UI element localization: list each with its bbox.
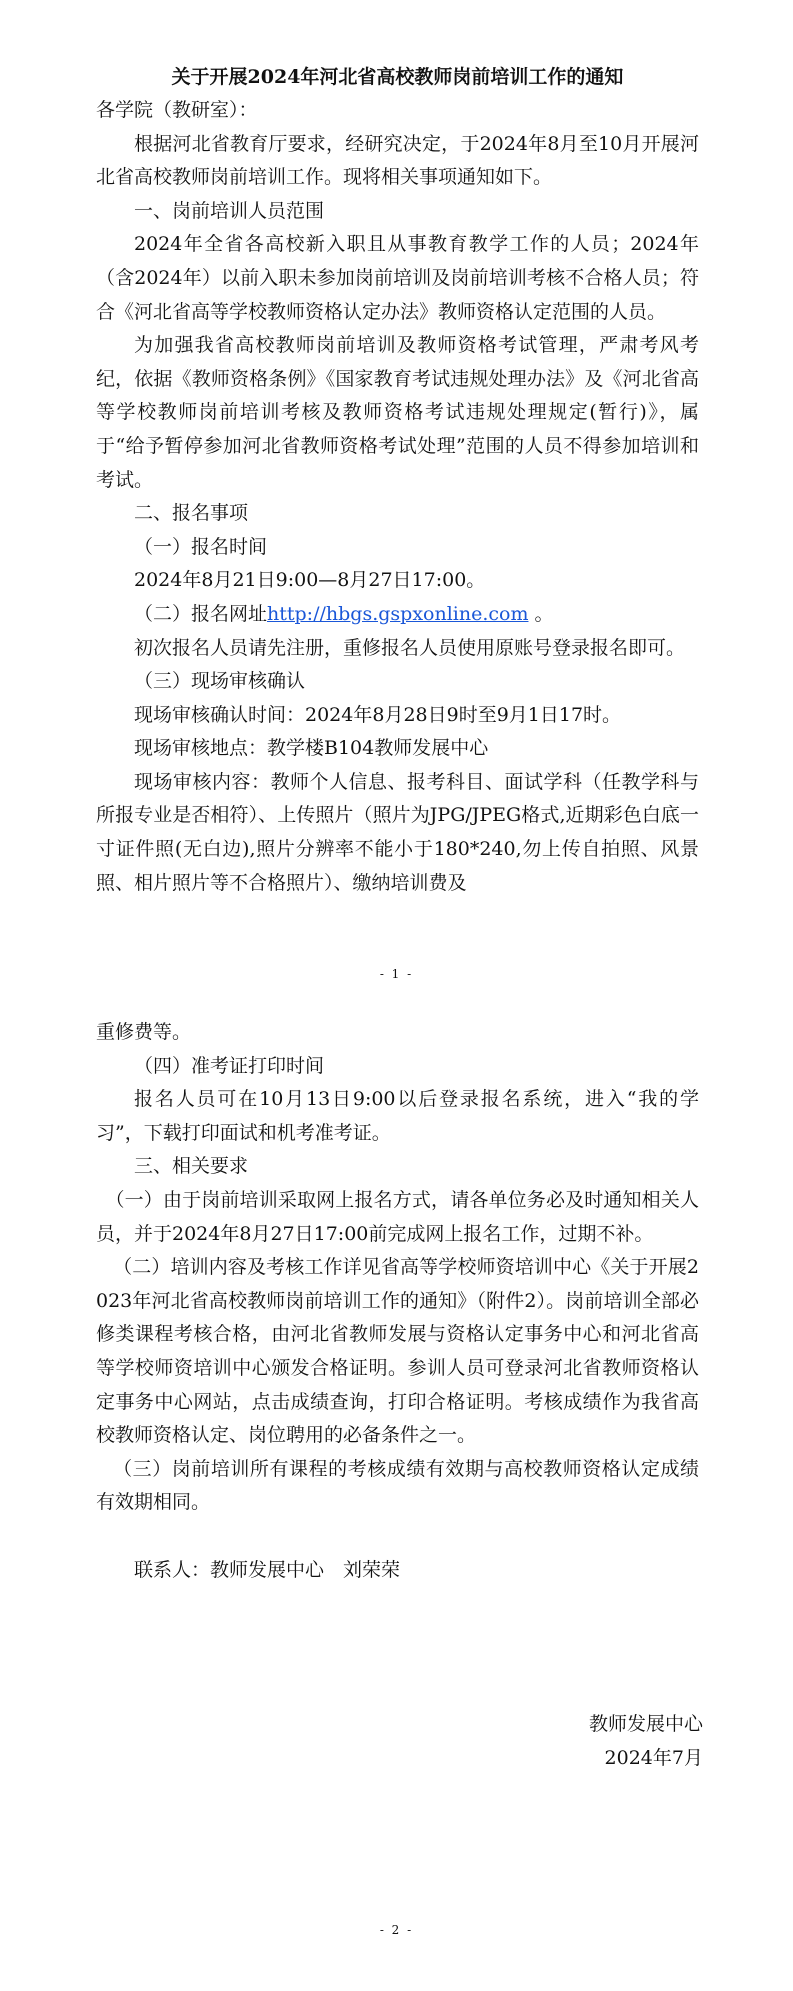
subsection-4-text: 报名人员可在10月13日9:00以后登录报名系统，进入“我的学习”，下载打印面试和机考准考证。 xyxy=(96,1088,699,1144)
section-1-heading: 一、岗前培训人员范围 xyxy=(134,199,325,222)
requirement-1: （一）由于岗前培训采取网上报名方式，请各单位务必及时通知相关人员，并于2024年8月27日17:00前完成网上报名工作，过期不补。 xyxy=(96,1188,699,1245)
section-3-heading: 三、相关要求 xyxy=(134,1155,249,1178)
registration-url-link[interactable]: http://hbgs.gspxonline.com xyxy=(267,602,529,625)
subsection-2-label: （二）报名网址 xyxy=(134,602,268,625)
subsection-2-tail: 。 xyxy=(528,602,554,625)
intro-paragraph: 根据河北省教育厅要求，经研究决定，于2024年8月至10月开展河北省高校教师岗前培训工作。现将相关事项通知如下。 xyxy=(96,132,699,189)
signature-organization: 教师发展中心 xyxy=(588,1713,703,1735)
subsection-3-heading: （三）现场审核确认 xyxy=(134,670,306,693)
subsection-4-heading: （四）准考证打印时间 xyxy=(134,1054,325,1077)
contact-line: 联系人：教师发展中心 刘荣荣 xyxy=(134,1558,401,1581)
page-number-2: - 2 - xyxy=(379,1923,414,1937)
page-2 xyxy=(0,1008,793,1991)
subsection-3-continued: 重修费等。 xyxy=(96,1021,192,1043)
section-1-paragraph-1: 2024年全省各高校新入职且从事教育教学工作的人员；2024年（含2024年）以前入职未参加岗前培训及岗前培训考核不合格人员；符合《河北省高等学校教师资格认定办法》教师资格认定范围的人员。 xyxy=(96,233,699,323)
signature-date: 2024年7月 xyxy=(604,1746,703,1769)
page-number-1: - 1 - xyxy=(379,967,414,981)
subsection-3-time: 现场审核确认时间：2024年8月28日9时至9月1日17时。 xyxy=(134,703,622,726)
document-title: 关于开展2024年河北省高校教师岗前培训工作的通知 xyxy=(171,66,624,88)
subsection-1-text: 2024年8月21日9:00—8月27日17:00。 xyxy=(134,569,486,592)
requirement-2: （二）培训内容及考核工作详见省高等学校师资培训中心《关于开展2023年河北省高校教师岗前培训工作的通知》（附件2）。岗前培训全部必修类课程考核合格，由河北省教师发展与资格认定事务中心和河北省高等学校师资培训中心颁发合格证明。参训人员可登录河北省教师资格认定事务中心网站，点击成绩查询，打印合格证明。考核成绩作为我省高校教师资格认定、岗位聘用的必备条件之一。 xyxy=(96,1256,699,1447)
subsection-3-content: 现场审核内容：教师个人信息、报考科目、面试学科（任教学科与所报专业是否相符）、上传照片（照片为JPG/JPEG格式,近期彩色白底一寸证件照(无白边),照片分辨率不能小于180*240,勿上传自拍照、风景照、相片照片等不合格照片）、缴纳培训费及 xyxy=(96,770,699,894)
subsection-2-text: 初次报名人员请先注册，重修报名人员使用原账号登录报名即可。 xyxy=(134,636,686,659)
subsection-2-line xyxy=(96,598,699,632)
signature-block xyxy=(589,1708,703,1775)
section-1-paragraph-2: 为加强我省高校教师岗前培训及教师资格考试管理，严肃考风考纪，依据《教师资格条例》《国家教育考试违规处理办法》及《河北省高等学校教师岗前培训考核及教师资格考试违规处理规定(暂行)》，属于“给予暂停参加河北省教师资格考试处理”范围的人员不得参加培训和考试。 xyxy=(96,334,699,491)
subsection-1-heading: （一）报名时间 xyxy=(134,535,268,558)
salutation: 各学院（教研室）： xyxy=(96,99,258,121)
section-2-heading: 二、报名事项 xyxy=(134,502,249,525)
requirement-3: （三）岗前培训所有课程的考核成绩有效期与高校教师资格认定成绩有效期相同。 xyxy=(96,1457,699,1514)
subsection-3-place: 现场审核地点：教学楼B104教师发展中心 xyxy=(134,737,489,760)
